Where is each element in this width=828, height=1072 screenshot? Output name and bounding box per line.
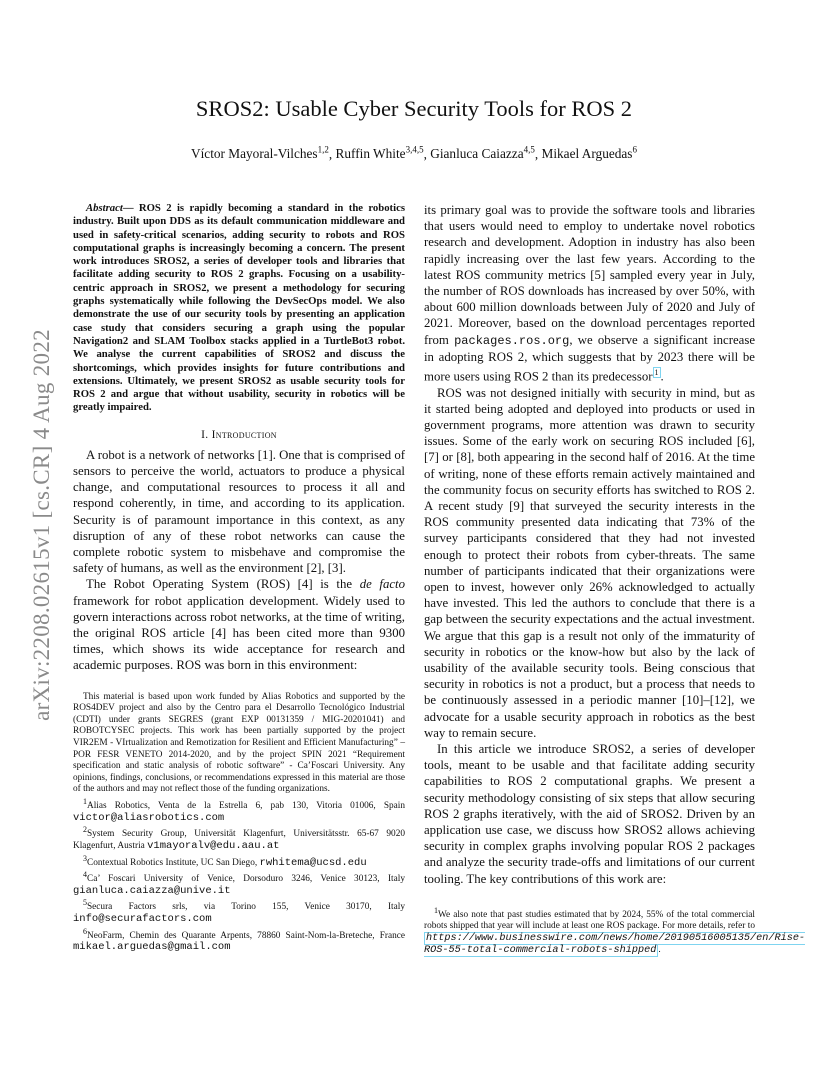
affiliation: $^5$Secura Factors srls, via Torino 155, Venice 30170, Italy info@securafactors.com	[73, 898, 405, 926]
affiliation: $^6$NeoFarm, Chemin des Quarante Arpents, 78860 Saint-Nom-la-Breteche, France mikael.arguedas@gmail.com	[73, 926, 405, 954]
footnote-text: $^1$We also note that past studies estimated that by 2024, 55% of the total commercial robots shipped that year will include at least one ROS package. For more details, refer to https://www.businesswire.com/news/home/20190516005135/en/Rise-ROS-55-total-commercial-robots-shipped .	[424, 905, 806, 956]
left-column	[73, 202, 405, 954]
paragraph: In this article we introduce SROS2, a series of developer tools, meant to be usable and that facilitate adding security capabilities to ROS 2 computational graphs. We present a security methodology consisting of six steps that allow securing ROS 2 graphs iteratively, with the aid of SROS2. Driven by an application use case, we discuss how SROS2 allows achieving security in complex graphs involving popular ROS 2 packages and analyze the security trade-offs and limitations of our current tooling. The key contributions of this work are:	[424, 741, 755, 886]
abstract-text: — ROS 2 is rapidly becoming a standard in the robotics industry. Built upon DDS as its default communication middleware and used in safety-critical scenarios, adding security to robots and ROS computational graphs is increasingly becoming a concern. The present work introduces SROS2, a series of developer tools and libraries that facilitate adding security to ROS 2 graphs. Focusing on a usability-centric approach in SROS2, we present a methodology for securing graphs systematically while following the DevSecOps model. We also demonstrate the use of our security tools by presenting an application case study that considers securing a graph using the popular Navigation2 and SLAM Toolbox stacks applied in a TurtleBot3 robot. We analyse the current capabilities of SROS2 and discuss the shortcomings, which provides insights for future contributions and extensions. Ultimately, we present SROS2 as usable security tools for ROS 2 and argue that without usability, security in robotics will be greatly impaired.	[73, 202, 405, 414]
intro-body	[73, 447, 405, 674]
affiliation: $^3$Contextual Robotics Institute, UC San Diego, rwhitema@ucsd.edu	[83, 853, 367, 869]
affiliation: $^1$Alias Robotics, Venta de la Estrella 6, pab 130, Vitoria 01006, Spain victor@aliasrobotics.com	[73, 796, 405, 824]
abstract-lead: Abstract	[86, 202, 123, 214]
paragraph: A robot is a network of networks [1]. One that is comprised of sensors to perceive the world, actuators to produce a physical change, and computational resources to process it all and respond coherently, in time, and according to its application. Security is of paramount importance in this context, as any disruption of any of these robot networks can cause the complete robotic system to misbehave and compromise the safety of humans, as well as the environment [2], [3].	[73, 447, 405, 576]
funding-note: This material is based upon work funded by Alias Robotics and supported by the ROS4DEV project and also by the Centro para el Desarrollo Tecnológico Industrial (CDTI) under grants SEGRES (grant EXP 00131359 / MIG-20201041) and ROBOTCYSEC projects. This work has been partially supported by the project VIR2EM - VIrtualization and Remotization for Resilient and Efficient Manufacturing” – POR FESR VENETO 2014-2020, and by the project SPIN 2021 “Requirement specification and static analysis of robotic software” - Ca’Foscari University. Any opinions, findings, conclusions, or recommendations expressed in this material are those of the authors and may not reflect those of the funding organizations.	[73, 691, 405, 795]
right-column	[424, 202, 806, 956]
author: Ruffin White$^{3,4,5}$	[335, 145, 424, 162]
funding-footnote	[73, 692, 405, 954]
right-body	[424, 202, 755, 887]
author: Gianluca Caiazza$^{4,5}$	[430, 145, 535, 162]
affiliation: $^2$System Security Group, Universität Klagenfurt, Universitätsstr. 65-67 9020 Klagenfurt, Austria v1mayoralv@edu.aau.at	[73, 825, 405, 852]
paragraph: its primary goal was to provide the software tools and libraries that users would need to employ to undertake novel robotics research and development. Adoption in industry has also been rapidly increasing over the last few years. According to the latest ROS community metrics [5] sampled every year in July, the number of ROS downloads has increased by over 50%, with about 600 million downloads between July of 2020 and July of 2021. Moreover, based on the download percentages reported from packages.ros.org, we observe a significant increase in adopting ROS 2, which suggests that by 2023 there will be more users using ROS 2 than its predecessor $^1$ .	[424, 203, 755, 384]
paragraph: The Robot Operating System (ROS) [4] is the de facto framework for robot application development. Widely used to govern interactions across robot networks, at the time of writing, the original ROS article [4] has been cited more than 9300 times, which shows its wide acceptance for research and academic purposes. ROS was born in this environment:	[73, 577, 405, 673]
arxiv-stamp	[22, 290, 62, 760]
footnote-url[interactable]: https://www.businesswire.com/news/home/20190516005135/en/Rise-ROS-55-total-commercial-robots-shipped	[424, 933, 806, 956]
footnote-link[interactable]: 1	[654, 368, 659, 378]
affiliation: $^4$Ca’ Foscari University of Venice, Dorsoduro 3246, Venice 30123, Italy gianluca.caiazza@unive.it	[73, 870, 405, 897]
author: Víctor Mayoral-Vilches$^{1,2}$	[191, 145, 329, 162]
author: Mikael Arguedas$^6$	[541, 145, 637, 162]
paper-title: SROS2: Usable Cyber Security Tools for ROS 2	[195, 96, 633, 121]
author-list: Víctor Mayoral-Vilches$^{1,2}$, Ruffin White$^{3,4,5}$, Gianluca Caiazza$^{4,5}$, Mikael Arguedas$^6$	[191, 145, 637, 162]
paragraph: ROS was not designed initially with security in mind, but as it started being adopted and deployed into products or used in government programs, more attention was drawn to security issues. Some of the early work on securing ROS included [6], [7] or [8], both appearing in the second half of 2016. At the time of writing, none of these efforts remain actively maintained and the community focus on security efforts has switched to ROS 2. A recent study [9] that surveyed the security interests in the ROS community presented data indicating that 73% of the survey participants considered that they had not invested enough to protect their robots from cyber-threats. The same number of participants indicated that their organizations were open to invest, however only 26% acknowledged to actually have invested. This led the authors to conclude that there is a gap between the security expectations and the actual investment. We argue that this gap is a result not only of the immaturity of security in robotics or the know-how but also by the lack of usability of the available security tools. Being conscious that security in robotics is not a product, but a process that needs to be continuously assessed in a periodic manner [10]–[12], we advocate for a usable security approach in robotics as the best way to remain secure.	[424, 385, 755, 740]
section-heading: I. Introduction	[201, 428, 277, 441]
arxiv-id: arXiv:2208.02615v1 [cs.CR] 4 Aug 2022	[29, 329, 54, 721]
footnote	[424, 905, 806, 956]
abstract	[73, 202, 405, 415]
